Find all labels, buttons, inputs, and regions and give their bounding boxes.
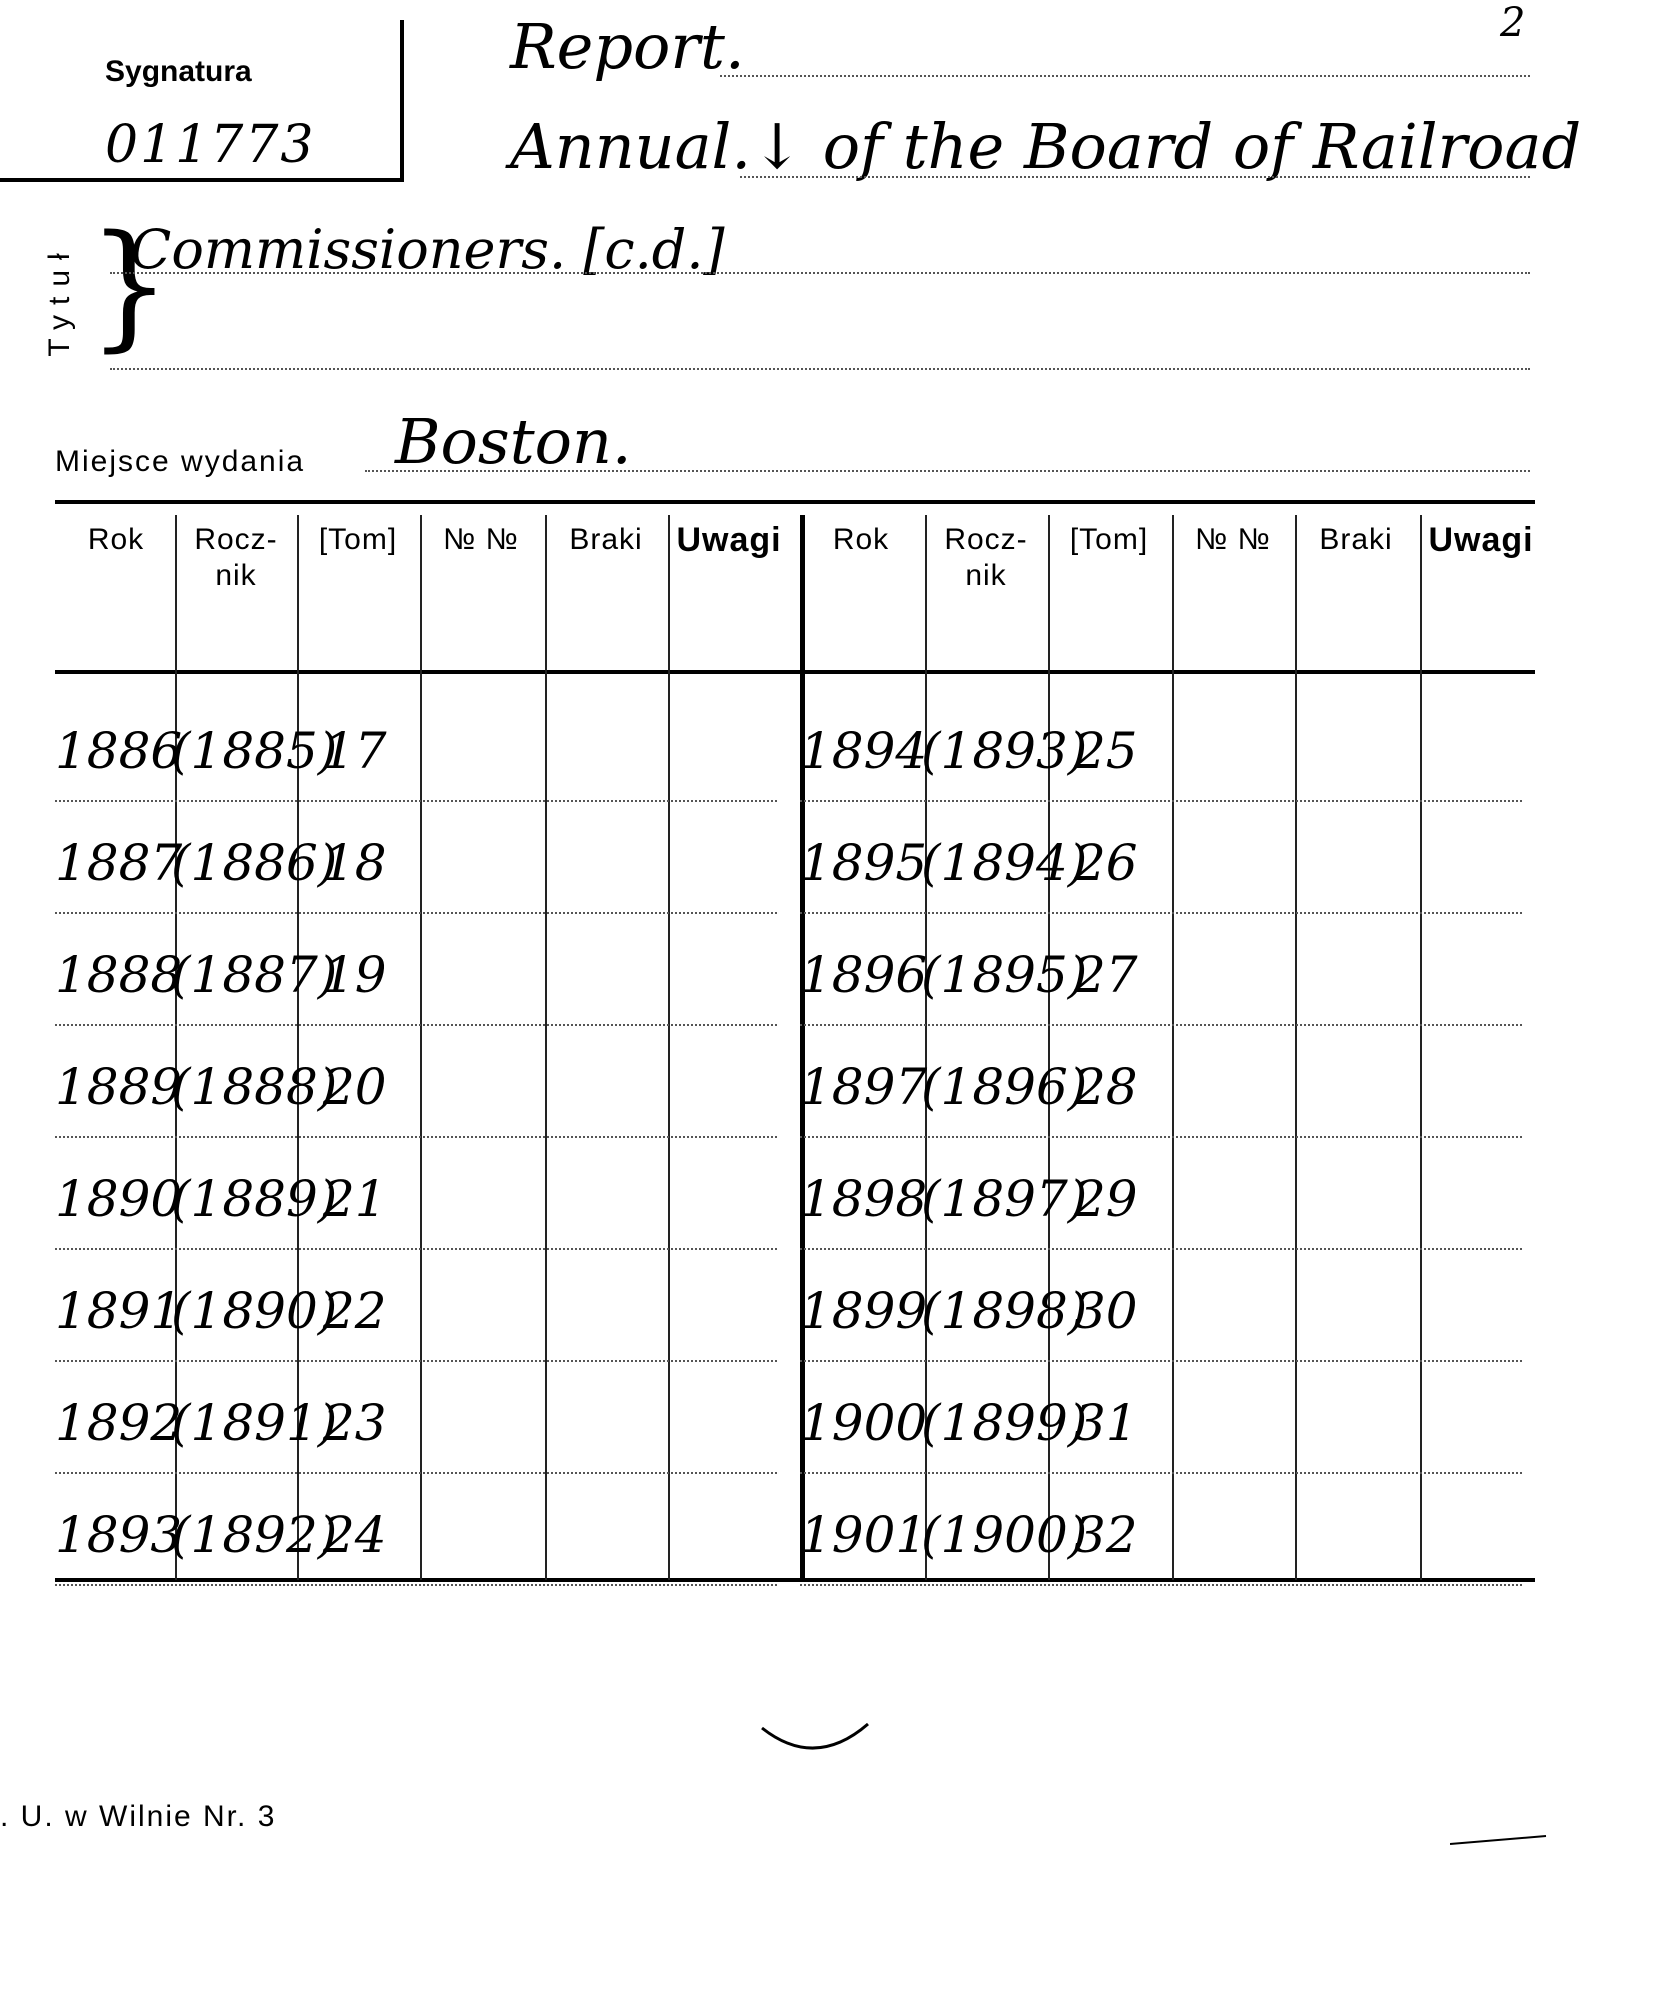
- cell-rok: 1892: [55, 1394, 183, 1452]
- stroke-mark: [1450, 1830, 1550, 1850]
- header-numery: № №: [1195, 523, 1271, 556]
- column-divider: [420, 515, 422, 1580]
- cell-tom: 28: [1074, 1058, 1138, 1116]
- cell-rok: 1897: [800, 1058, 928, 1116]
- cell-tom: 26: [1074, 834, 1138, 892]
- dotted-line: [365, 470, 1530, 472]
- table-rule-bottom: [55, 1578, 1535, 1582]
- row-dotted-line: [55, 1360, 777, 1362]
- header-tom: [Tom]: [1069, 523, 1149, 556]
- cell-rok: 1889: [55, 1058, 183, 1116]
- dotted-line: [720, 75, 1530, 77]
- header-uwagi: Uwagi: [1428, 521, 1534, 559]
- cell-rocznik: (1894): [921, 834, 1088, 892]
- cell-rok: 1890: [55, 1170, 183, 1228]
- cell-rok: 1898: [800, 1170, 928, 1228]
- table-rule-header: [55, 670, 1535, 674]
- cell-rok: 1886: [55, 722, 183, 780]
- column-divider: [1420, 515, 1422, 1580]
- row-dotted-line: [800, 1584, 1522, 1586]
- row-dotted-line: [55, 1248, 777, 1250]
- row-dotted-line: [800, 1248, 1522, 1250]
- row-dotted-line: [55, 800, 777, 802]
- place-label: Miejsce wydania: [55, 445, 306, 478]
- cell-rocznik: (1896): [921, 1058, 1088, 1116]
- row-dotted-line: [55, 1472, 777, 1474]
- row-dotted-line: [800, 800, 1522, 802]
- cell-tom: 22: [323, 1282, 387, 1340]
- header-rok: Rok: [87, 523, 145, 556]
- row-dotted-line: [800, 1136, 1522, 1138]
- dotted-line: [110, 368, 1530, 370]
- cell-rok: 1894: [800, 722, 928, 780]
- title-line-1: Report.: [510, 10, 745, 83]
- title-line-2: Annual.↓ of the Board of Railroad: [510, 110, 1582, 183]
- row-dotted-line: [800, 1360, 1522, 1362]
- row-dotted-line: [55, 1584, 777, 1586]
- column-divider: [545, 515, 547, 1580]
- cell-rocznik: (1900): [921, 1506, 1088, 1564]
- cell-tom: 18: [323, 834, 387, 892]
- header-braki: Braki: [1319, 523, 1393, 556]
- cell-tom: 32: [1074, 1506, 1138, 1564]
- row-dotted-line: [800, 1024, 1522, 1026]
- cell-rocznik: (1897): [921, 1170, 1088, 1228]
- cell-tom: 20: [323, 1058, 387, 1116]
- dotted-line: [740, 176, 1530, 178]
- cell-rocznik: (1889): [171, 1170, 338, 1228]
- column-divider: [1172, 515, 1174, 1580]
- cell-rok: 1887: [55, 834, 183, 892]
- row-dotted-line: [55, 912, 777, 914]
- signature-value: 011773: [105, 115, 316, 175]
- cell-rocznik: (1888): [171, 1058, 338, 1116]
- cell-tom: 19: [323, 946, 387, 1004]
- page-number: 2: [1500, 0, 1526, 46]
- title-side-label: [30, 225, 90, 375]
- row-dotted-line: [800, 912, 1522, 914]
- cell-rok: 1891: [55, 1282, 183, 1340]
- header-rocznik: Rocz- nik: [194, 523, 278, 592]
- signature-label: Sygnatura: [105, 55, 252, 88]
- brace-icon: }: [88, 205, 171, 365]
- header-uwagi: Uwagi: [676, 521, 782, 559]
- column-divider: [668, 515, 670, 1580]
- cell-rocznik: (1886): [171, 834, 338, 892]
- dotted-line: [110, 272, 1530, 274]
- cell-tom: 29: [1074, 1170, 1138, 1228]
- header-rocznik: Rocz- nik: [944, 523, 1028, 592]
- cell-rocznik: (1893): [921, 722, 1088, 780]
- place-value: Boston.: [395, 405, 632, 478]
- footer-text: . U. w Wilnie Nr. 3: [0, 1800, 277, 1833]
- cell-rocznik: (1899): [921, 1394, 1088, 1452]
- cell-tom: 17: [323, 722, 387, 780]
- header-rok: Rok: [832, 523, 890, 556]
- title-side-text: Tytuł: [43, 243, 76, 357]
- table-rule-top: [55, 500, 1535, 504]
- cell-rok: 1893: [55, 1506, 183, 1564]
- curve-mark: [760, 1720, 870, 1760]
- row-dotted-line: [55, 1136, 777, 1138]
- cell-tom: 24: [323, 1506, 387, 1564]
- cell-tom: 25: [1074, 722, 1138, 780]
- title-line-3: Commissioners. [c.d.]: [130, 218, 725, 281]
- cell-rok: 1895: [800, 834, 928, 892]
- cell-rok: 1899: [800, 1282, 928, 1340]
- cell-rocznik: (1891): [171, 1394, 338, 1452]
- cell-rocznik: (1898): [921, 1282, 1088, 1340]
- header-numery: № №: [443, 523, 519, 556]
- header-tom: [Tom]: [318, 523, 398, 556]
- cell-rok: 1901: [800, 1506, 928, 1564]
- cell-tom: 21: [323, 1170, 387, 1228]
- cell-tom: 30: [1074, 1282, 1138, 1340]
- cell-rok: 1896: [800, 946, 928, 1004]
- cell-rocznik: (1895): [921, 946, 1088, 1004]
- cell-tom: 31: [1074, 1394, 1138, 1452]
- cell-rok: 1900: [800, 1394, 928, 1452]
- cell-rocznik: (1887): [171, 946, 338, 1004]
- cell-rok: 1888: [55, 946, 183, 1004]
- row-dotted-line: [55, 1024, 777, 1026]
- column-divider: [1295, 515, 1297, 1580]
- row-dotted-line: [800, 1472, 1522, 1474]
- cell-rocznik: (1890): [171, 1282, 338, 1340]
- cell-tom: 23: [323, 1394, 387, 1452]
- header-braki: Braki: [569, 523, 643, 556]
- cell-rocznik: (1885): [171, 722, 338, 780]
- cell-rocznik: (1892): [171, 1506, 338, 1564]
- cell-tom: 27: [1074, 946, 1138, 1004]
